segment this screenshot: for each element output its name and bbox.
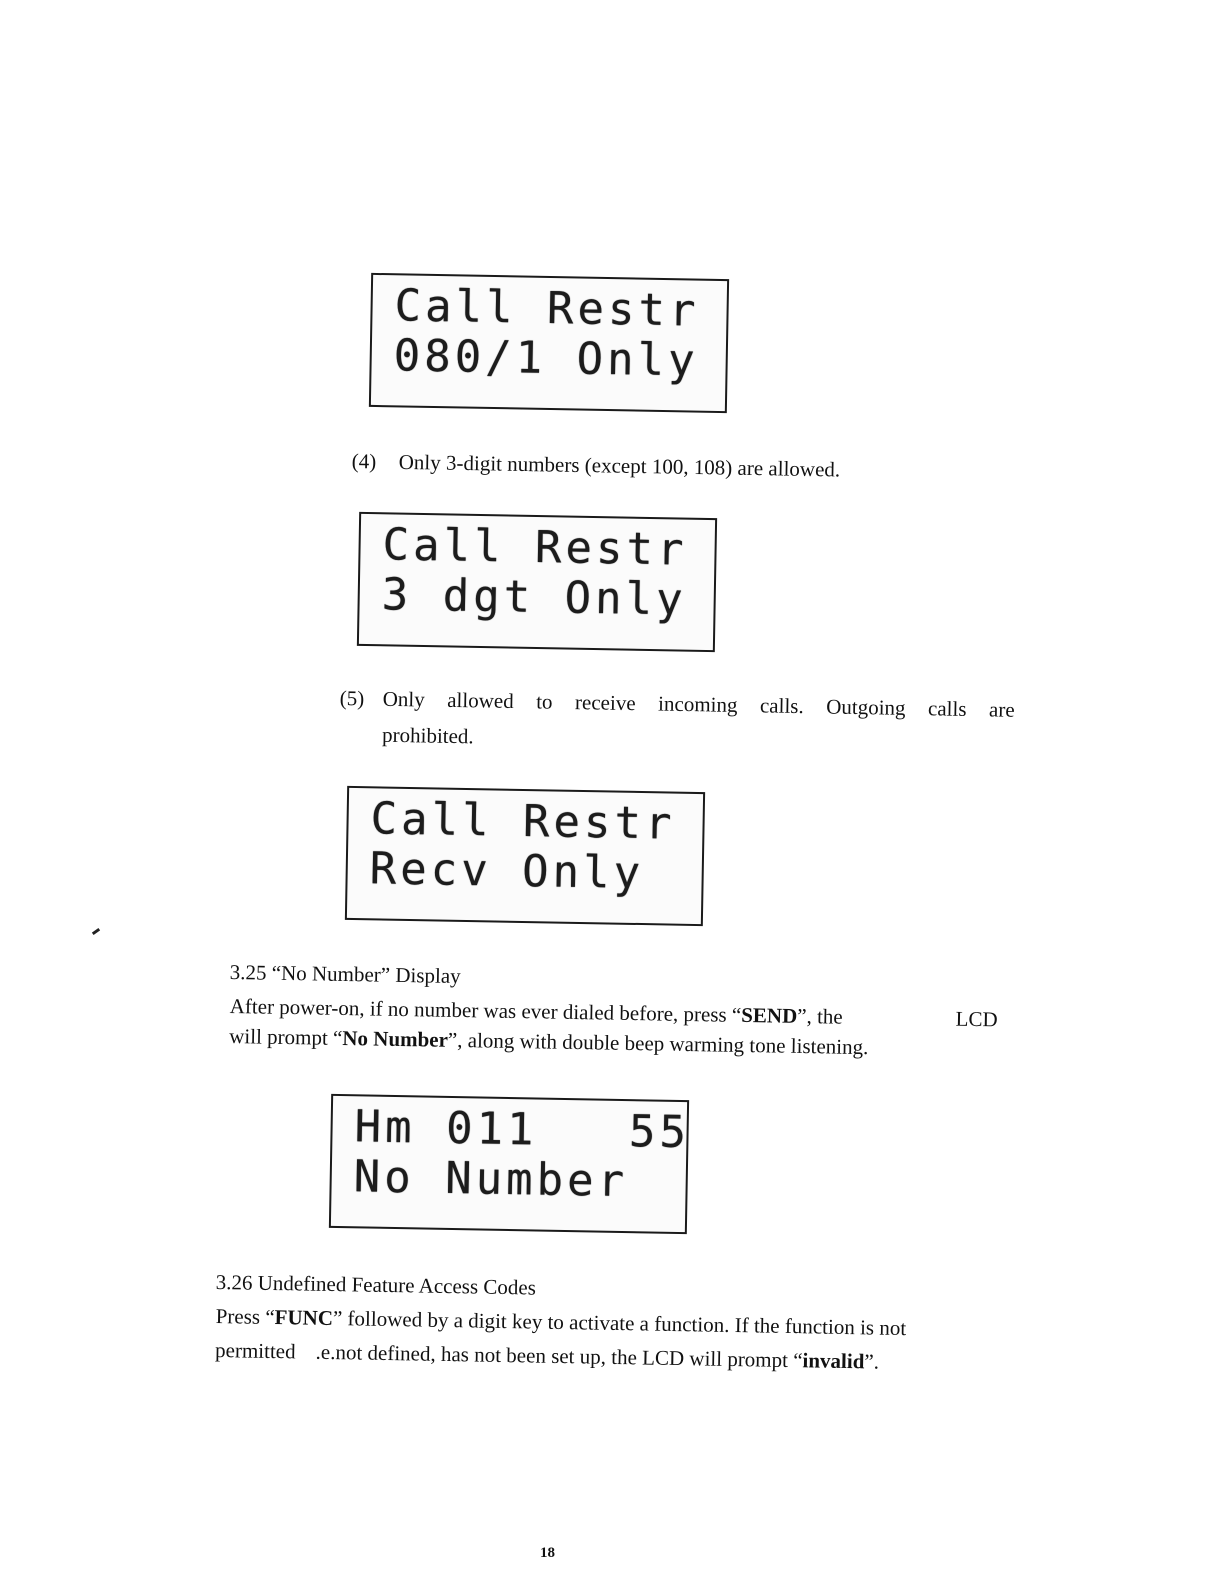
lcd-line-1: Call Restr: [370, 793, 676, 850]
section-3-26-title: 3.26 Undefined Feature Access Codes: [215, 1269, 537, 1300]
lcd-line-1: Hm 011 55: [354, 1101, 691, 1159]
lcd-line-1: Call Restr: [382, 519, 688, 576]
send-key-label: SEND: [741, 1002, 798, 1028]
item-5-line-2: prohibited.: [381, 722, 474, 749]
section-3-26-line-1: Press “FUNC” followed by a digit key to activate a function. If the function is not: [215, 1303, 907, 1341]
lcd-line-2: No Number: [353, 1151, 629, 1208]
lcd-display-recv-only: [345, 786, 705, 926]
item-4: [352, 447, 841, 484]
section-3-26-paragraph: [214, 1302, 996, 1374]
section-3-25-line-1: After power-on, if no number was ever dialed before, press “SEND”, the: [229, 993, 843, 1029]
section-3-25-lcd-word: LCD: [955, 1006, 998, 1032]
section-3-26-line-2: permitted .e.not defined, has not been set up, the LCD will prompt “invalid”.: [214, 1337, 880, 1374]
lcd-line-2: Recv Only: [369, 843, 645, 900]
item-4-text: Only 3-digit numbers (except 100, 108) are allowed.: [398, 449, 841, 482]
item-4-marker: (4): [351, 448, 377, 474]
section-3-25-line-2: will prompt “No Number”, along with double beep warming tone listening.: [229, 1023, 869, 1060]
page-number: 18: [540, 1545, 555, 1561]
item-5: [339, 684, 1020, 749]
stray-pen-mark: [92, 928, 100, 935]
item-5-line-1: Only allowed to receive incoming calls. Outgoing calls are: [382, 686, 1015, 722]
section-3-25-paragraph: [229, 992, 1010, 1060]
invalid-label: invalid: [802, 1348, 865, 1374]
lcd-line-1: Call Restr: [394, 280, 700, 337]
lcd-display-no-number: [329, 1094, 689, 1234]
lcd-display-080-only: [369, 273, 729, 413]
no-number-label: No Number: [342, 1025, 449, 1052]
func-key-label: FUNC: [274, 1305, 334, 1331]
section-3-25-title: 3.25 “No Number” Display: [229, 959, 461, 989]
lcd-line-2: 080/1 Only: [393, 330, 700, 387]
item-5-marker: (5): [339, 685, 365, 711]
lcd-display-3-dgt-only: [357, 512, 717, 652]
lcd-line-2: 3 dgt Only: [381, 569, 688, 626]
